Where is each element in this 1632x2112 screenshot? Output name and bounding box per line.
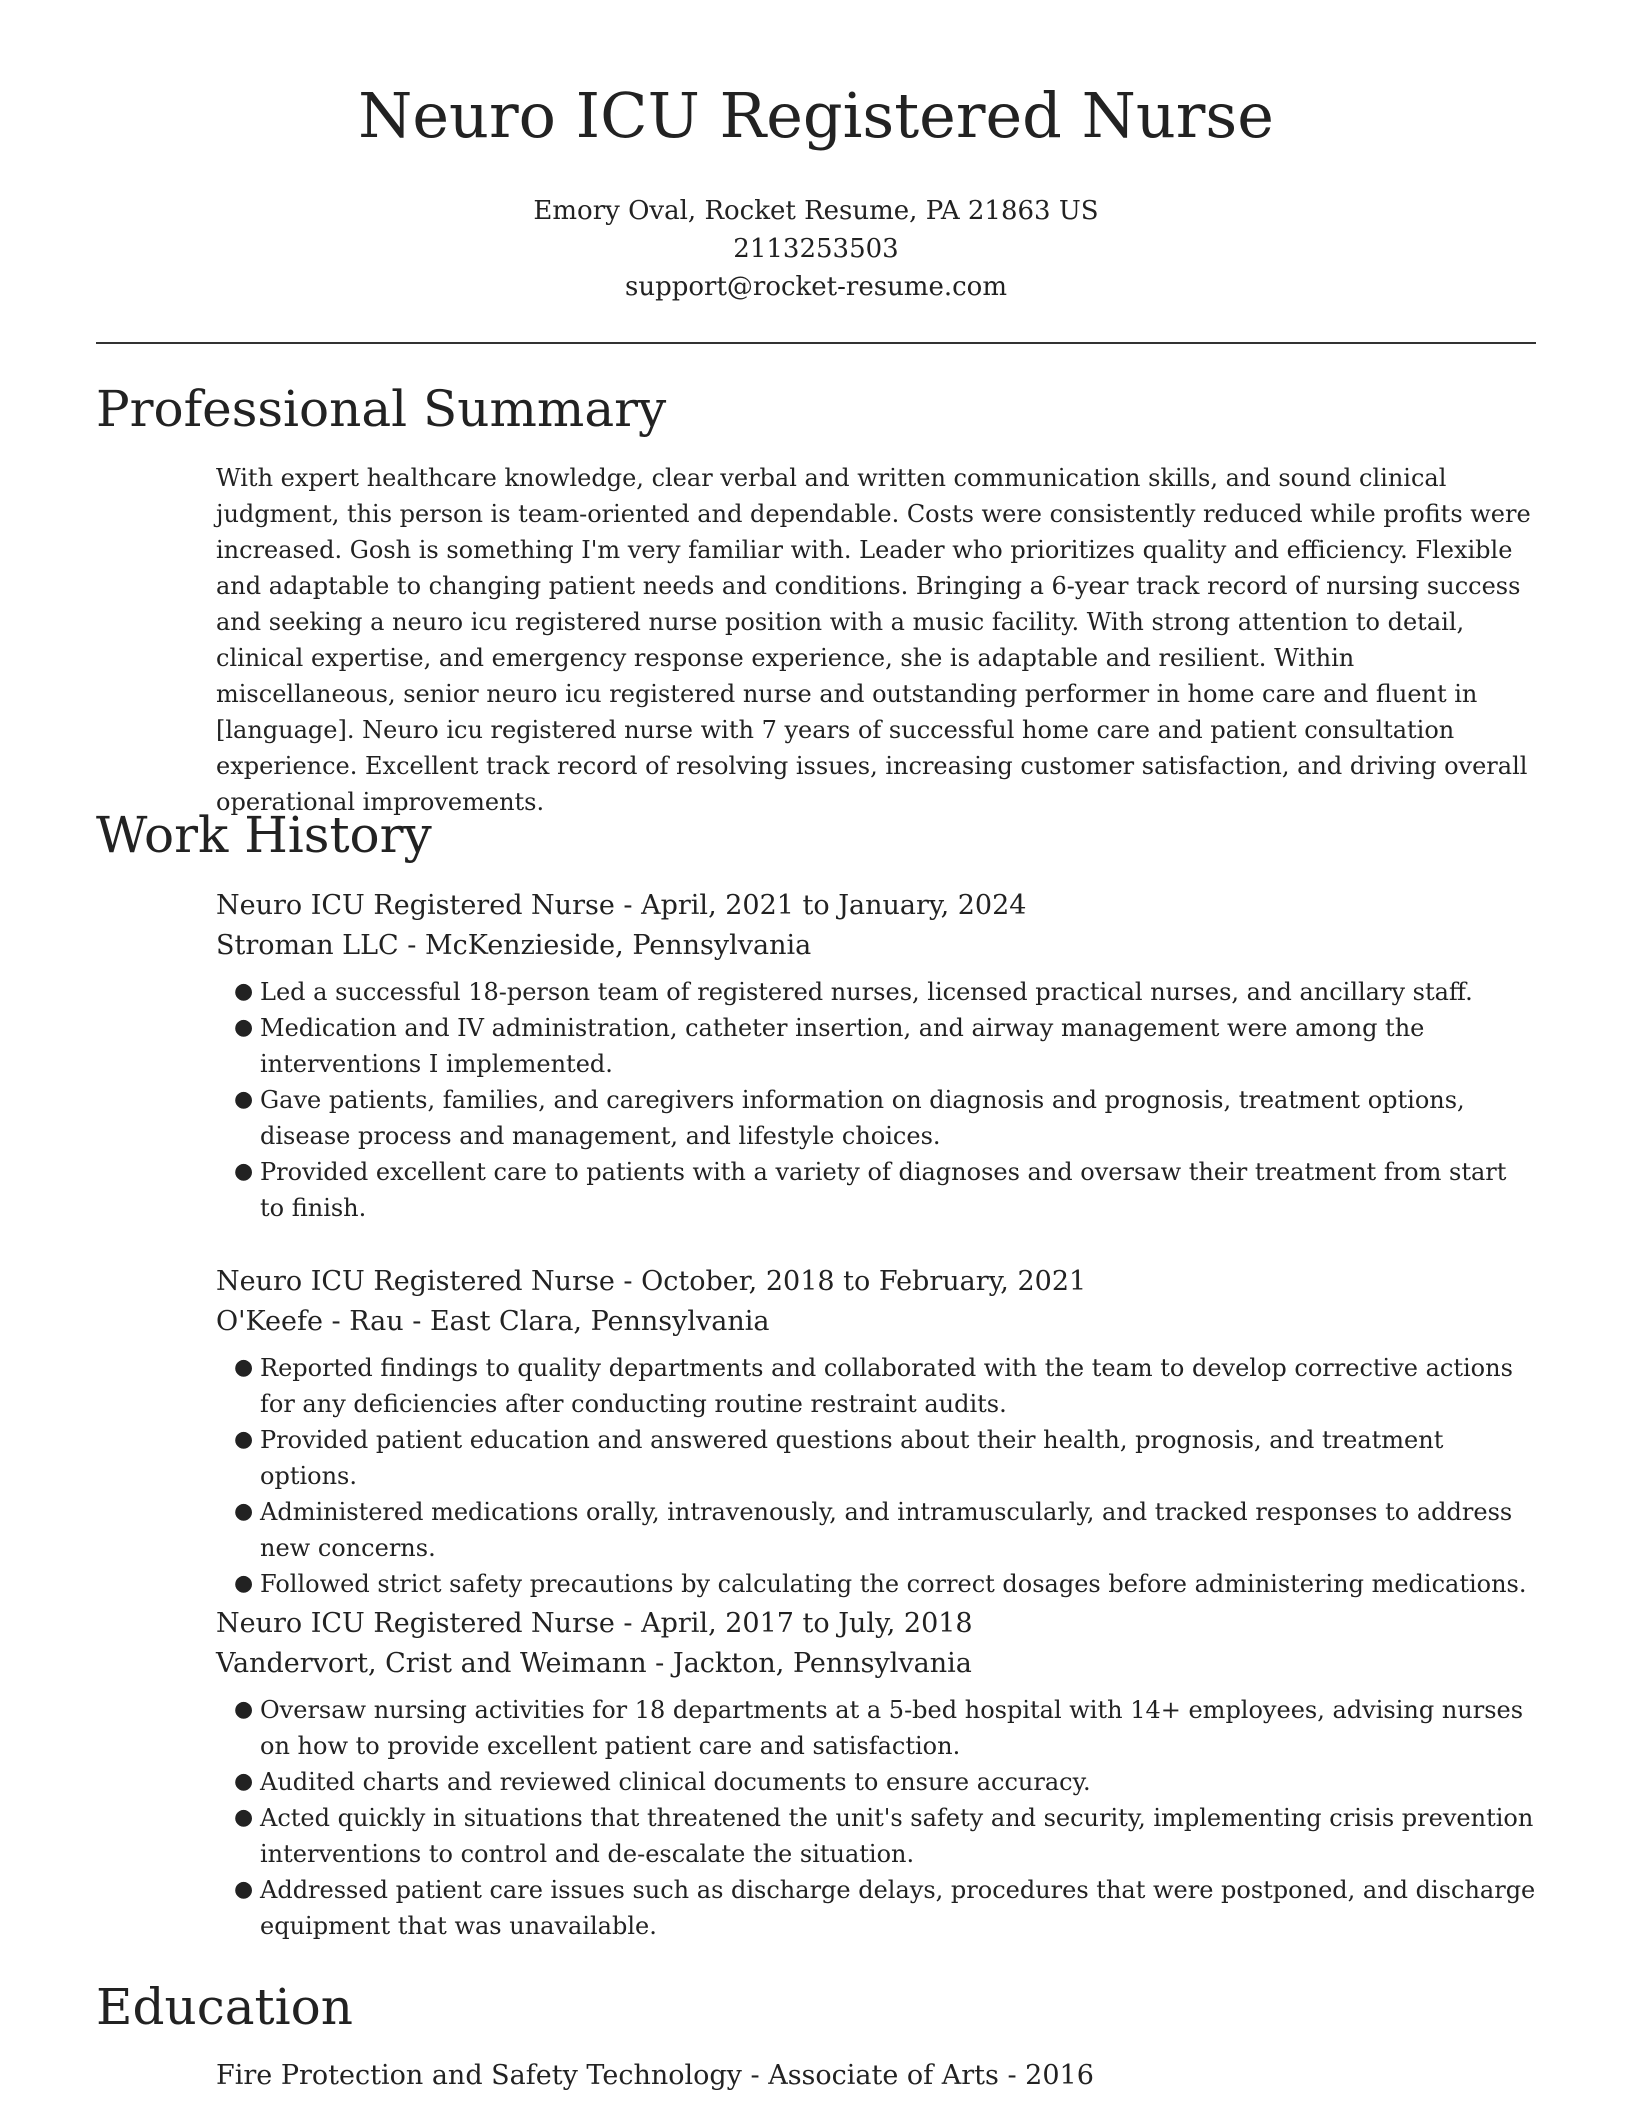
education-section: [216, 2056, 1536, 2096]
job-entry: [216, 1262, 1536, 1602]
bullet-icon: ●: [234, 1697, 254, 1722]
job-bullet-text: Gave patients, families, and caregivers information on diagnosis and prognosis, treatment options, disease process and management, and lifestyle choices.: [260, 1086, 1465, 1150]
job-bullet-text: Oversaw nursing activities for 18 departments at a 5-bed hospital with 14+ employees, advising nurses on how to provide excellent patient care and satisfaction.: [260, 1696, 1524, 1760]
job-bullet-text: Medication and IV administration, catheter insertion, and airway management were among the interventions I implemented.: [260, 1014, 1425, 1078]
header-divider: [96, 342, 1536, 344]
resume-title: Neuro ICU Registered Nurse: [358, 79, 1274, 152]
contact-email: support@rocket-resume.com: [624, 272, 1007, 302]
bullet-icon: ●: [234, 979, 254, 1004]
bullet-icon: ●: [234, 1571, 254, 1596]
job-bullet-text: Addressed patient care issues such as discharge delays, procedures that were postponed, and discharge equipment that was unavailable.: [260, 1876, 1536, 1940]
job-bullet-text: Led a successful 18-person team of registered nurses, licensed practical nurses, and ancillary staff.: [260, 978, 1473, 1006]
job-bullet: [234, 1082, 1536, 1154]
contact-address: Emory Oval, Rocket Resume, PA 21863 US: [533, 196, 1099, 226]
summary-text: With expert healthcare knowledge, clear verbal and written communication skills, and sound clinical judgment, this person is team-oriented and dependable. Costs were consistently reduced while profits were increased. Gosh is something I'm very familiar with. Leader who prioritizes quality and efficiency. Flexible and adaptable to changing patient needs and conditions. Bringing a 6-year track record of nursing success and seeking a neuro icu registered nurse position with a music facility. With strong attention to detail, clinical expertise, and emergency response experience, she is adaptable and resilient. Within miscellaneous, senior neuro icu registered nurse and outstanding performer in home care and fluent in [language]. Neuro icu registered nurse with 7 years of successful home care and patient consultation experience. Excellent track record of resolving issues, increasing customer satisfaction, and driving overall operational improvements.: [216, 464, 1531, 816]
job-bullets: [216, 1350, 1536, 1602]
job-bullets: [216, 1692, 1536, 1944]
bullet-icon: ●: [234, 1499, 254, 1524]
bullet-icon: ●: [234, 1087, 254, 1112]
job-company-line: O'Keefe - Rau - East Clara, Pennsylvania: [216, 1306, 770, 1337]
summary-section: [216, 460, 1536, 820]
job-bullet-text: Audited charts and reviewed clinical documents to ensure accuracy.: [260, 1768, 1091, 1796]
contact-phone: 2113253503: [733, 234, 899, 264]
job-bullet: [234, 1494, 1536, 1566]
job-bullet: [234, 1764, 1536, 1800]
job-title-line: Neuro ICU Registered Nurse - April, 2021 to January, 2024: [216, 890, 1027, 921]
job-bullet: [234, 1800, 1536, 1872]
education-heading: Education: [96, 1978, 353, 2036]
job-bullet: [234, 1872, 1536, 1944]
job-bullet-text: Provided patient education and answered questions about their health, prognosis, and treatment options.: [260, 1426, 1444, 1490]
job-bullet-text: Followed strict safety precautions by calculating the correct dosages before administering medications.: [260, 1570, 1527, 1598]
job-bullet: [234, 974, 1536, 1010]
bullet-icon: ●: [234, 1015, 254, 1040]
bullet-icon: ●: [234, 1159, 254, 1184]
summary-heading: Professional Summary: [96, 380, 667, 438]
job-company-line: Stroman LLC - McKenzieside, Pennsylvania: [216, 930, 812, 961]
bullet-icon: ●: [234, 1769, 254, 1794]
education-entry: Fire Protection and Safety Technology - Associate of Arts - 2016: [216, 2060, 1094, 2091]
work-history-heading: Work History: [96, 806, 432, 864]
job-bullets: [216, 974, 1536, 1226]
job-bullet: [234, 1350, 1536, 1422]
bullet-icon: ●: [234, 1877, 254, 1902]
job-bullet: [234, 1010, 1536, 1082]
contact-block: [0, 192, 1632, 306]
bullet-icon: ●: [234, 1427, 254, 1452]
job-entry: [216, 1604, 1536, 1944]
job-bullet-text: Provided excellent care to patients with a variety of diagnoses and oversaw their treatment from start to finish.: [260, 1158, 1507, 1222]
job-bullet: [234, 1566, 1536, 1602]
job-bullet: [234, 1154, 1536, 1226]
job-bullet-text: Administered medications orally, intravenously, and intramuscularly, and tracked responses to address new concerns.: [260, 1498, 1513, 1562]
job-title-line: Neuro ICU Registered Nurse - April, 2017 to July, 2018: [216, 1608, 973, 1639]
bullet-icon: ●: [234, 1805, 254, 1830]
job-bullet: [234, 1422, 1536, 1494]
job-company-line: Vandervort, Crist and Weimann - Jackton, Pennsylvania: [216, 1648, 972, 1679]
job-bullet: [234, 1692, 1536, 1764]
job-bullet-text: Acted quickly in situations that threatened the unit's safety and security, implementing crisis prevention interventions to control and de-escalate the situation.: [260, 1804, 1534, 1868]
bullet-icon: ●: [234, 1355, 254, 1380]
job-bullet-text: Reported findings to quality departments and collaborated with the team to develop corrective actions for any deficiencies after conducting routine restraint audits.: [260, 1354, 1513, 1418]
job-entry: [216, 886, 1536, 1226]
job-title-line: Neuro ICU Registered Nurse - October, 2018 to February, 2021: [216, 1266, 1087, 1297]
